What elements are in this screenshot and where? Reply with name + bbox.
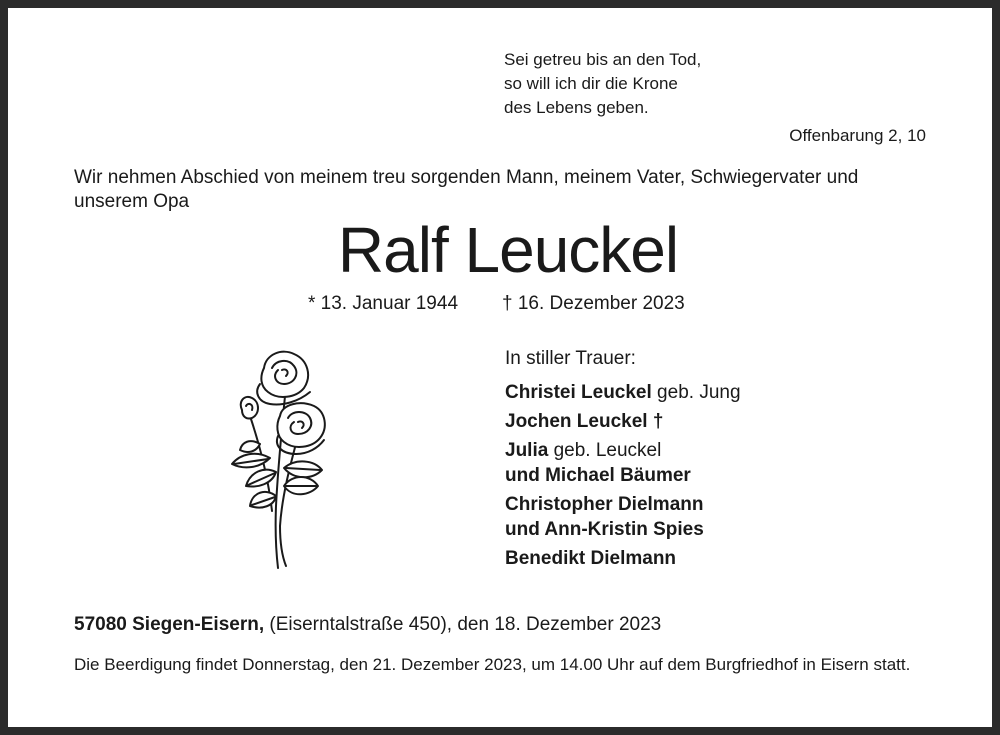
mourner-name: Christopher Dielmann [505, 494, 704, 515]
mourning-heading: In stiller Trauer: [505, 348, 636, 369]
verse-line-2: so will ich dir die Krone [504, 74, 678, 93]
mourner-group [505, 546, 741, 571]
death-date: † 16. Dezember 2023 [502, 293, 685, 314]
birth-date: * 13. Januar 1944 [308, 293, 459, 314]
rose-bouquet-icon [220, 346, 332, 574]
mourner-name: Julia [505, 440, 549, 461]
mourner-group [505, 380, 741, 405]
bible-verse [504, 48, 701, 120]
mourner-group [505, 409, 741, 434]
mourner-name: Benedikt Dielmann [505, 548, 677, 569]
mourner-group [505, 438, 741, 488]
place-and-date [74, 612, 661, 638]
verse-reference: Offenbarung 2, 10 [789, 126, 926, 145]
verse-line-3: des Lebens geben. [504, 98, 649, 117]
address-date: (Eiserntalstraße 450), den 18. Dezember 2023 [264, 614, 662, 635]
mourner-partner: und Michael Bäumer [505, 465, 691, 486]
farewell-intro: Wir nehmen Abschied von meinem treu sorgenden Mann, meinem Vater, Schwiegervater und unserem Opa [74, 167, 859, 212]
deceased-name: Ralf Leuckel [337, 214, 679, 286]
mourner-group [505, 492, 741, 542]
mourner-partner: und Ann-Kristin Spies [505, 519, 704, 540]
mourners-list [505, 346, 741, 575]
place-name: 57080 Siegen-Eisern, [74, 614, 265, 635]
mourner-name: Jochen Leuckel † [505, 411, 664, 432]
mourner-note: geb. Jung [651, 382, 741, 403]
mourner-name: Christei Leuckel [505, 382, 652, 403]
verse-line-1: Sei getreu bis an den Tod, [504, 50, 702, 69]
funeral-notice: Die Beerdigung findet Donnerstag, den 21. Dezember 2023, um 14.00 Uhr auf dem Burgfriedhof in Eisern statt. [74, 655, 911, 674]
mourner-note: geb. Leuckel [548, 440, 662, 461]
